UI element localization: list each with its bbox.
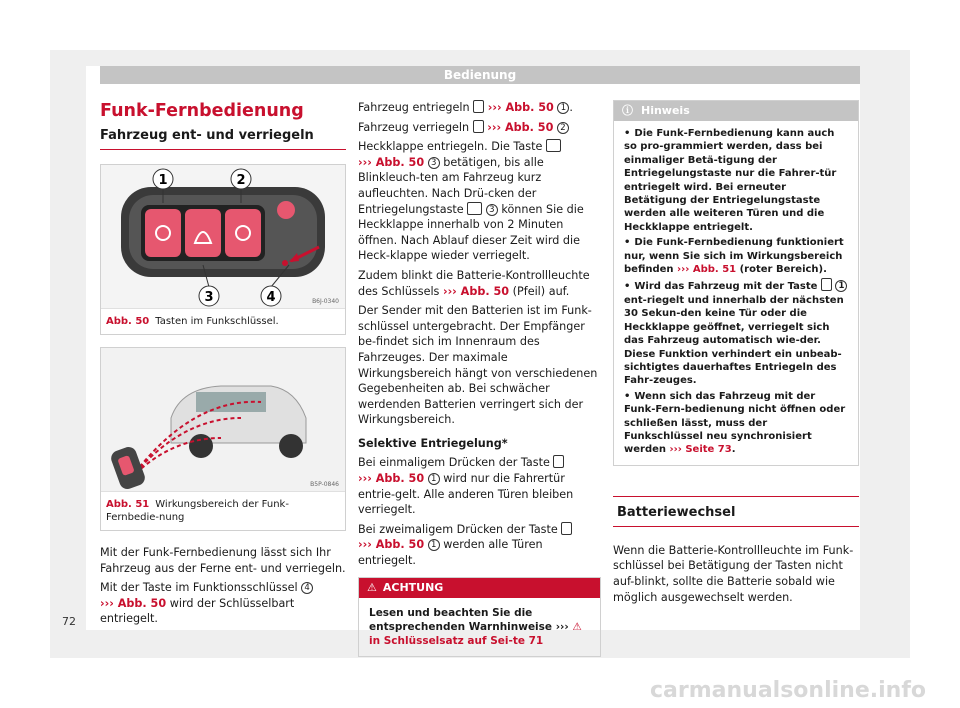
figure-code: B5P-0846: [310, 481, 339, 488]
figure-51-caption: Abb. 51 Wirkungsbereich der Funk-Fernbedie-nung: [101, 491, 345, 530]
column-middle: [358, 100, 601, 657]
car-range-illustration: [101, 348, 345, 491]
callout-3: 3: [204, 290, 214, 305]
warning-box: [358, 577, 601, 657]
intro-paragraph: Mit der Funk-Fernbedienung lässt sich Ihr Fahrzeug aus der Ferne ent- und verriegeln.: [100, 546, 346, 575]
battery-light-paragraph: Zudem blinkt die Batterie-Kontrollleuchte des Schlüssels ››› Abb. 50 (Pfeil) auf.: [358, 268, 590, 298]
hint-body: [614, 121, 858, 465]
key-bit-paragraph: Mit der Taste im Funktionsschlüssel 4 ››› Abb. 50 wird der Schlüsselbart entriegelt.: [100, 580, 346, 627]
range-paragraph: Der Sender mit den Batterien ist im Funk-schlüssel untergebracht. Der Empfänger be-findet sich im Innenraum des Fahrzeuges. Der maximale Wirkungsbereich hängt von verschiedenen Gegebenheiten ab. Bei schwächer werdenden Batterien verringert sich der Wirkungsbereich.: [358, 304, 598, 427]
hint-item: • Die Funk-Fernbedienung kann auch so pro-grammiert werden, dass bei einmaliger Betä-tigung der Entriegelungstaste nur die Fahrer-tür entriegelt wird. Bei erneuter Betätigung der Entriegelungstaste werden alle weiteren Türen und die Heckklappe entriegelt.: [624, 128, 837, 233]
section-header: Bedienung: [100, 66, 860, 84]
unlock-key-icon: [821, 278, 832, 291]
column-left: [100, 100, 346, 631]
warning-header: ⚠ ACHTUNG: [359, 578, 600, 598]
lock-key-icon: [473, 120, 484, 133]
xref-link[interactable]: ››› Seite 73: [669, 444, 732, 456]
selective-heading: Selektive Entriegelung*: [358, 436, 508, 450]
unlock-key-icon: [561, 522, 572, 535]
xref-link[interactable]: ››› Abb. 50: [100, 596, 167, 610]
xref-link[interactable]: ››› Abb. 50: [358, 155, 425, 169]
figure-50-caption: Abb. 50 Tasten im Funkschlüssel.: [101, 308, 345, 334]
column-right: [613, 100, 859, 609]
unlock-line: Fahrzeug entriegeln ››› Abb. 50 1 .: [358, 101, 573, 114]
figure-50: [100, 164, 346, 335]
double-press-paragraph: Bei zweimaligem Drücken der Taste ››› Abb. 50 1 werden alle Türen entriegelt.: [358, 522, 601, 569]
battery-paragraph: Wenn die Batterie-Kontrollleuchte im Funk-schlüssel bei Betätigung der Tasten nicht auf-blinkt, sollte die Batterie sobald wie möglich ausgewechselt werden.: [613, 543, 854, 604]
lock-line: Fahrzeug verriegeln ››› Abb. 50 2: [358, 120, 601, 136]
section-title: Batteriewechsel: [613, 496, 859, 527]
car-range-image: [101, 348, 345, 491]
xref-link[interactable]: ››› Abb. 51: [677, 264, 737, 276]
subtitle: Fahrzeug ent- und verriegeln: [100, 128, 346, 150]
hint-item: • Wird das Fahrzeug mit der Taste 1 ent-riegelt und innerhalb der nächsten 30 Sekun-den keine Tür oder die Heckklappe geöffnet, verriegelt sich das Fahrzeug automatisch wie-der. Diese Funktion verhindert ein unbeab-sichtigtes dauerhaftes Entriegeln des Fahr-zeuges.: [624, 278, 848, 387]
warning-icon: ⚠: [367, 580, 377, 594]
xref-link[interactable]: ››› Abb. 50: [442, 284, 510, 298]
watermark: carmanualsonline.info: [650, 678, 926, 703]
tailgate-key-icon: [467, 202, 482, 215]
hint-header: ⓘ Hinweis: [614, 101, 858, 121]
callout-4: 4: [266, 290, 276, 305]
xref-link[interactable]: ››› Abb. 50: [487, 101, 554, 114]
page-number: 72: [62, 615, 76, 628]
xref-link[interactable]: ››› Abb. 50: [358, 538, 425, 552]
hint-item: • Die Funk-Fernbedienung funktioniert nur, wenn Sie sich im Wirkungsbereich befinden ››› Abb. 51 (roter Bereich).: [624, 237, 844, 276]
single-press-paragraph: Bei einmaligem Drücken der Taste ››› Abb. 50 1 wird nur die Fahrertür entrie-gelt. Alle anderen Türen bleiben verriegelt.: [358, 456, 574, 517]
hint-box: [613, 100, 859, 466]
info-icon: ⓘ: [622, 104, 633, 117]
warning-icon: ⚠: [572, 620, 582, 633]
xref-link[interactable]: ››› Abb. 50: [358, 472, 425, 486]
unlock-key-icon: [473, 100, 484, 113]
figure-51: [100, 347, 346, 531]
unlock-key-icon: [553, 455, 564, 468]
key-fob-illustration: [101, 165, 345, 308]
warning-body: Lesen und beachten Sie die entsprechenden Warnhinweise ››› ⚠ in Schlüsselsatz auf Sei-te 71: [369, 606, 582, 647]
callout-2: 2: [236, 173, 246, 188]
tailgate-paragraph: Heckklappe entriegeln. Die Taste ››› Abb. 50 3 betätigen, bis alle Blinkleuch-ten am Fahrzeug kurz aufleuchten. Nach Drü-cken der Entriegelungstaste 3 können Sie die Heckklappe innerhalb von 2 Minuten öffnen. Nach Ablauf dieser Zeit wird die Heck-klappe wieder verriegelt.: [358, 140, 584, 263]
xref-link[interactable]: in Schlüsselsatz auf Sei-te 71: [369, 634, 544, 647]
tailgate-key-icon: [546, 139, 561, 152]
page-title: Funk-Fernbedienung: [100, 101, 304, 121]
key-fob-image: [101, 165, 345, 308]
hint-item: • Wenn sich das Fahrzeug mit der Funk-Fern-bedienung nicht öffnen oder schließen lässt, muss der Funkschlüssel neu synchronisiert werden ››› Seite 73.: [624, 390, 846, 456]
callout-1: 1: [158, 173, 168, 188]
xref-link[interactable]: ››› Abb. 50: [487, 120, 554, 134]
figure-code: B6J-0340: [312, 298, 339, 305]
